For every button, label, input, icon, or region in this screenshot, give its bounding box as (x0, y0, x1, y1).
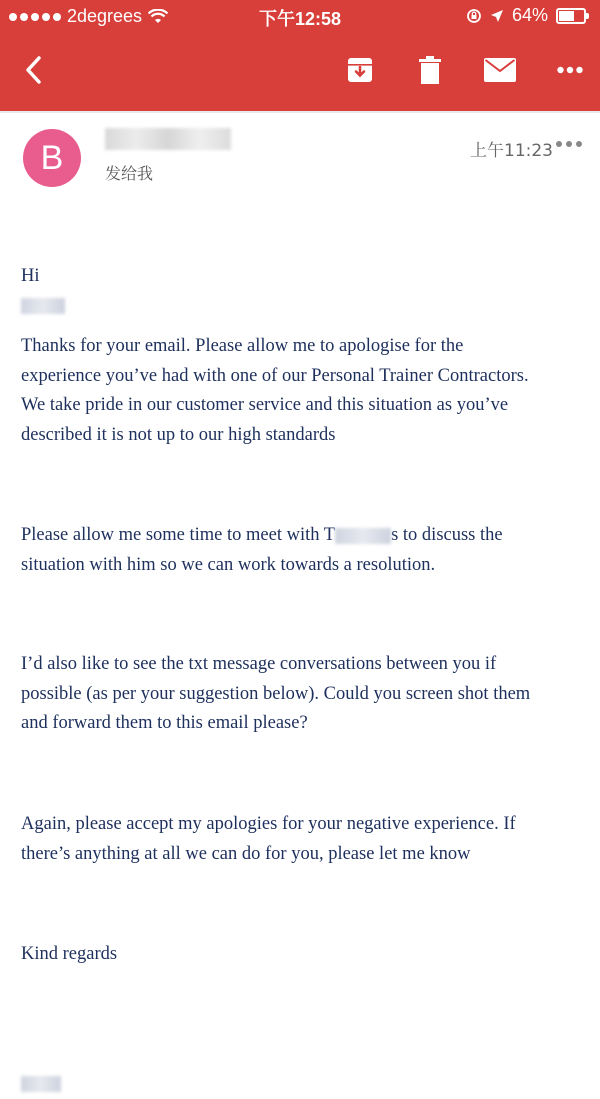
paragraph-2-start: Please allow me some time to meet with T (21, 525, 336, 545)
mail-icon (484, 58, 516, 82)
signature (21, 1040, 61, 1099)
paragraph-2 (21, 521, 503, 580)
message-more-button[interactable] (556, 134, 582, 154)
paragraph-2-redacted (335, 528, 391, 544)
archive-button[interactable] (340, 40, 380, 100)
orientation-lock-icon (466, 8, 482, 24)
status-time: 下午12:58 (258, 9, 342, 29)
signoff: Kind regards (21, 944, 118, 964)
paragraph-2-line2: situation with him so we can work towards a resolution. (21, 554, 436, 575)
mark-unread-button[interactable] (478, 40, 522, 100)
signature-name (21, 1076, 61, 1092)
toolbar (0, 40, 600, 100)
status-bar (0, 0, 600, 32)
sender-name[interactable] (105, 128, 231, 150)
greeting (21, 232, 65, 321)
more-horizontal-icon (557, 66, 583, 74)
greeting-name (21, 298, 65, 314)
chevron-left-icon (24, 55, 42, 85)
back-button[interactable] (18, 40, 48, 100)
location-icon (490, 9, 504, 23)
paragraph-2-end: s to discuss the (391, 525, 503, 545)
paragraph-3: I’d also like to see the txt message conversations between you if possible (as per your suggestion below). Could you screen shot them and forward them to this email please? (21, 654, 531, 734)
carrier-name: 2degrees (67, 6, 143, 26)
message-header (0, 112, 600, 202)
archive-icon (347, 57, 373, 83)
app-header (0, 0, 600, 113)
battery-icon (556, 8, 586, 24)
battery-percent: 64% (511, 5, 548, 25)
delete-button[interactable] (410, 40, 450, 100)
message-time: 上午11:23 (470, 141, 553, 161)
more-options-button[interactable] (548, 40, 592, 100)
paragraph-4: Again, please accept my apologies for your negative experience. If there’s anything at all we can do for you, please let me know (21, 814, 516, 864)
trash-icon (419, 56, 441, 84)
greeting-prefix: Hi (21, 265, 40, 286)
paragraph-1: Thanks for your email. Please allow me to apologise for the experience you’ve had with one of our Personal Trainer Contractors. We take pride in our customer service and this situation as you’ve described it is not up to our high standards (21, 336, 529, 445)
recipient-line[interactable]: 发给我 (105, 164, 154, 183)
avatar[interactable]: B (23, 129, 81, 187)
status-right (466, 5, 586, 26)
